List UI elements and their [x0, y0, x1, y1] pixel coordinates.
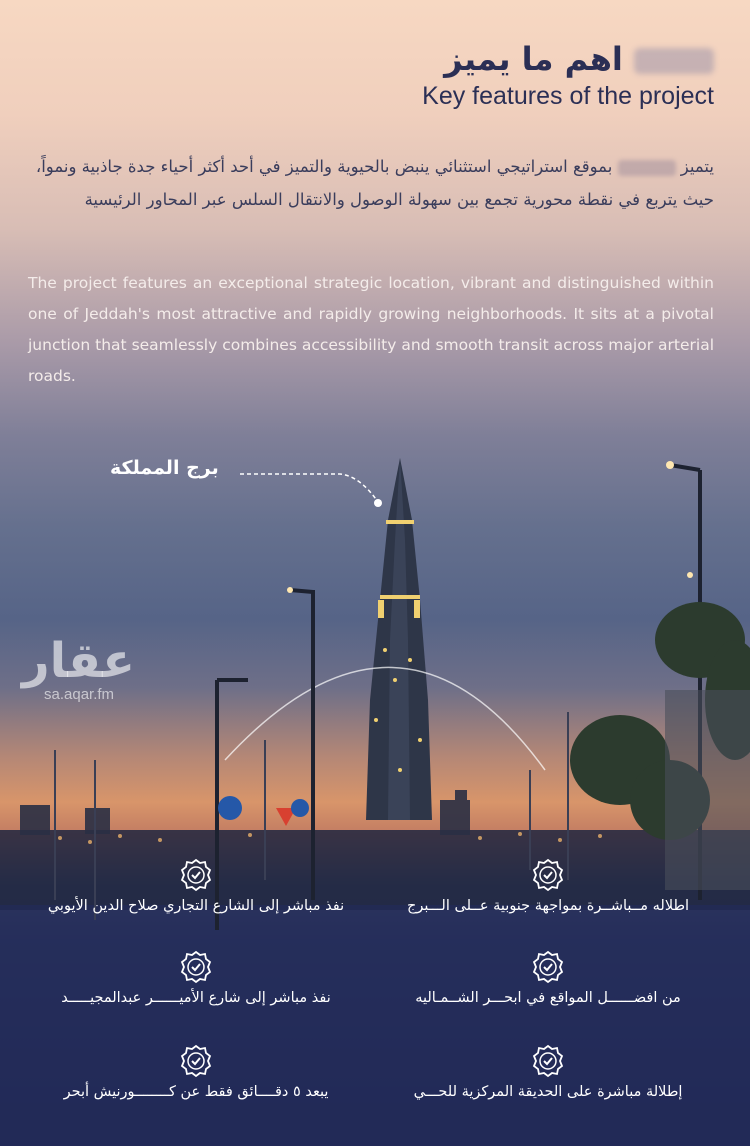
check-badge-icon	[531, 858, 565, 892]
check-badge-icon	[179, 950, 213, 984]
feature-text: اطلاله مــباشــرة بمواجهة جنوبية عــلى الـــبرج	[406, 898, 690, 914]
feature-item	[378, 858, 718, 914]
watermark-brand: عقار	[22, 633, 135, 689]
intro-arabic: يتميز بموقع استراتيجي استثنائي ينبض بالحيوية والتميز في أحد أكثر أحياء جدة جاذبية ونمواً، حيث يتربع في نقطة محورية تجمع بين سهولة الوصول والانتقال السلس عبر المحاور الرئيسية	[35, 157, 714, 209]
feature-text: يبعد ٥ دقــــائق فقط عن كــــــــورنيش أبحر	[63, 1084, 329, 1100]
check-badge-icon	[531, 950, 565, 984]
feature-item	[26, 950, 366, 1006]
title-english: Key features of the project	[422, 82, 714, 110]
tower-label: برج المملكة	[110, 457, 219, 479]
check-badge-icon	[179, 858, 213, 892]
watermark-site: sa.aqar.fm	[44, 686, 115, 703]
feature-text: من افضــــــل المواقع في ابحـــر الشــمـاليه	[415, 990, 681, 1006]
feature-text: نفذ مباشر إلى الشارع التجاري صلاح الدين الأيوبي	[47, 898, 345, 914]
check-badge-icon	[531, 1044, 565, 1078]
feature-item	[378, 950, 718, 1006]
watermark	[22, 633, 135, 703]
check-badge-icon	[179, 1044, 213, 1078]
feature-item	[26, 858, 366, 914]
feature-item	[378, 1044, 718, 1100]
feature-item	[26, 1044, 366, 1100]
feature-text: إطلالة مباشرة على الحديقة المركزية للحـــي	[413, 1084, 683, 1100]
intro-english: The project features an exceptional strategic location, vibrant and distinguished within one of Jeddah's most attractive and rapidly growing neighborhoods. It sits at a pivotal junction that seamlessly combines accessibility and smooth transit across major arterial roads.	[28, 274, 714, 385]
title-arabic: اهم ما يميز	[422, 40, 714, 78]
feature-text: نفذ مباشر إلى شارع الأميــــــر عبدالمجيـــــد	[61, 990, 331, 1006]
